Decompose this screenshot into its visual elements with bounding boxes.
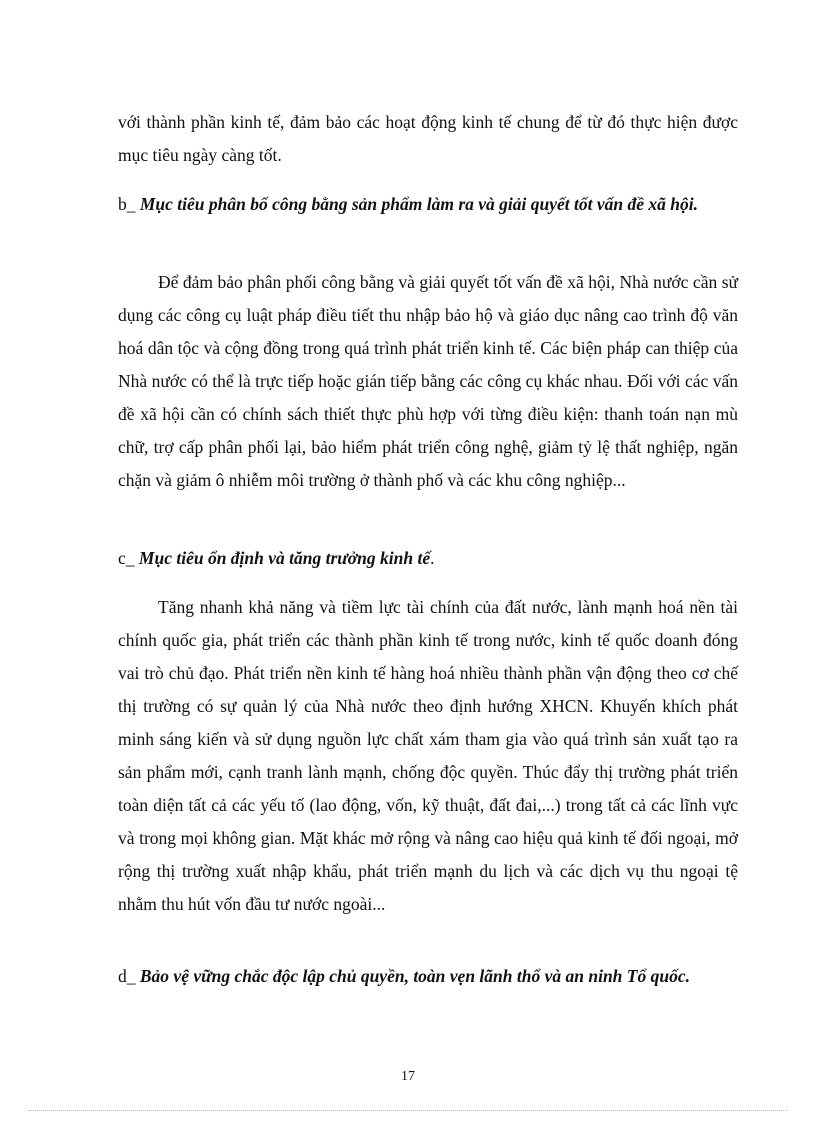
section-c-title-suffix: . [430, 548, 435, 568]
section-c-letter: c_ [118, 548, 135, 568]
section-c-title: Mục tiêu ổn định và tăng trưởng kinh tế [138, 548, 431, 568]
section-b-title: Mục tiêu phân bố công bằng sản phẩm làm ra và giải quyết tốt vấn đề xã hội. [139, 194, 698, 214]
section-b-heading [118, 188, 738, 221]
intro-paragraph: với thành phần kinh tế, đảm bảo các hoạt động kinh tế chung để từ đó thực hiện được mục tiêu ngày càng tốt. [118, 112, 738, 165]
section-b-letter: b_ [118, 194, 136, 214]
section-d-letter: d_ [118, 966, 136, 986]
section-d-heading [118, 960, 738, 993]
section-c-heading [118, 542, 738, 575]
section-b-body: Để đảm bảo phân phối công bằng và giải quyết tốt vấn đề xã hội, Nhà nước cần sử dụng các công cụ luật pháp điều tiết thu nhập bảo hộ và giáo dục nâng cao trình độ văn hoá dân tộc và cộng đồng trong quá trình phát triển kinh tế. Các biện pháp can thiệp của Nhà nước có thể là trực tiếp hoặc gián tiếp bằng các công cụ khác nhau. Đối với các vấn đề xã hội cần có chính sách thiết thực phù hợp với từng điều kiện: thanh toán nạn mù chữ, trợ cấp phân phối lại, bảo hiểm phát triển công nghệ, giảm tỷ lệ thất nghiệp, ngăn chặn và giảm ô nhiễm môi trường ở thành phố và các khu công nghiệp... [118, 272, 738, 490]
section-c-body: Tăng nhanh khả năng và tiềm lực tài chính của đất nước, lành mạnh hoá nền tài chính quốc gia, phát triển các thành phần kinh tế trong nước, kinh tế quốc doanh đóng vai trò chủ đạo. Phát triển nền kinh tế hàng hoá nhiều thành phần vận động theo cơ chế thị trường có sự quản lý của Nhà nước theo định hướng XHCN. Khuyến khích phát minh sáng kiến và sử dụng nguồn lực chất xám tham gia vào quá trình sản xuất tạo ra sản phẩm mới, cạnh tranh lành mạnh, chống độc quyền. Thúc đẩy thị trường phát triển toàn diện tất cả các yếu tố (lao động, vốn, kỹ thuật, đất đai,...) trong tất cả các lĩnh vực và trong mọi không gian. Mặt khác mở rộng và nâng cao hiệu quả kinh tế đối ngoại, mở rộng thị trường xuất nhập khẩu, phát triển mạnh du lịch và các dịch vụ thu ngoại tệ nhằm thu hút vốn đầu tư nước ngoài... [118, 597, 738, 914]
page-number: 17 [401, 1069, 415, 1084]
section-d-title: Bảo vệ vững chắc độc lập chủ quyền, toàn vẹn lãnh thổ và an ninh Tổ quốc. [139, 966, 690, 986]
page-bottom-divider [28, 1110, 788, 1111]
